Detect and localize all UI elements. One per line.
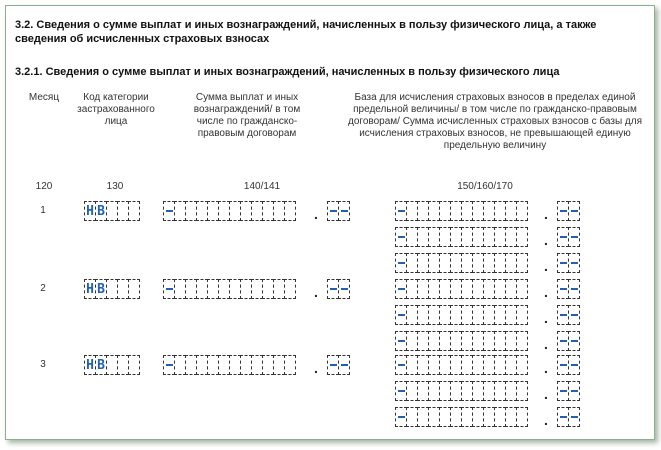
base-line-7-field[interactable] <box>395 355 527 375</box>
empty-cell <box>284 201 296 221</box>
empty-cell <box>516 305 528 325</box>
row-2-sum-kopecks-field[interactable] <box>327 279 349 299</box>
empty-cell <box>516 381 528 401</box>
dash-mark <box>398 262 405 264</box>
decimal-point: . <box>544 360 548 376</box>
base-line-9-field[interactable] <box>395 407 527 427</box>
empty-cell <box>516 279 528 299</box>
empty-cell <box>128 279 140 299</box>
dash-cell <box>568 279 580 299</box>
base-line-5-field[interactable] <box>395 305 527 325</box>
base-line-8-kopecks-field[interactable] <box>557 381 579 401</box>
decimal-point: . <box>544 386 548 402</box>
dash-mark <box>330 288 337 290</box>
base-line-1-field[interactable] <box>395 201 527 221</box>
dash-mark <box>560 236 567 238</box>
decimal-point: . <box>544 412 548 428</box>
dash-cell <box>338 355 350 375</box>
empty-cell <box>516 407 528 427</box>
base-line-3-field[interactable] <box>395 253 527 273</box>
base-line-2-kopecks-field[interactable] <box>557 227 579 247</box>
dash-mark <box>571 390 578 392</box>
dash-mark <box>398 340 405 342</box>
row-3-sum-field[interactable] <box>163 355 295 375</box>
dash-mark <box>571 416 578 418</box>
dash-mark <box>571 364 578 366</box>
dash-mark <box>341 288 348 290</box>
dash-mark <box>398 416 405 418</box>
dash-mark <box>398 210 405 212</box>
dash-mark <box>330 210 337 212</box>
base-line-9-kopecks-field[interactable] <box>557 407 579 427</box>
dash-mark <box>398 390 405 392</box>
dash-mark <box>398 236 405 238</box>
base-line-4-kopecks-field[interactable] <box>557 279 579 299</box>
category-letter-2: В <box>95 279 107 299</box>
dash-mark <box>166 210 173 212</box>
dash-cell <box>338 201 350 221</box>
category-letter-2: В <box>95 201 107 221</box>
base-line-8-field[interactable] <box>395 381 527 401</box>
dash-mark <box>341 210 348 212</box>
dash-mark <box>571 314 578 316</box>
decimal-point: . <box>544 284 548 300</box>
empty-cell <box>128 355 140 375</box>
base-line-3-kopecks-field[interactable] <box>557 253 579 273</box>
decimal-point: . <box>314 360 318 376</box>
row-2-sum-field[interactable] <box>163 279 295 299</box>
dash-mark <box>398 364 405 366</box>
dash-mark <box>571 236 578 238</box>
section-title: 3.2. Сведения о сумме выплат и иных вознаграждений, начисленных в пользу физического лица, а также сведения об исчисленных страховых взносах <box>15 19 597 45</box>
base-line-6-field[interactable] <box>395 331 527 351</box>
dash-mark <box>560 210 567 212</box>
row-2-category-field[interactable] <box>84 279 139 299</box>
dash-mark <box>166 364 173 366</box>
row-1-sum-kopecks-field[interactable] <box>327 201 349 221</box>
dash-mark <box>398 288 405 290</box>
code-base: 150/160/170 <box>457 181 513 192</box>
header-month: Месяц <box>28 92 60 103</box>
decimal-point: . <box>544 310 548 326</box>
decimal-point: . <box>544 206 548 222</box>
decimal-point: . <box>544 232 548 248</box>
dash-mark <box>560 416 567 418</box>
code-month: 120 <box>35 181 53 192</box>
category-letter-1: Н <box>84 201 96 221</box>
dash-cell <box>568 201 580 221</box>
header-sum: Сумма выплат и иных вознаграждений/ в том числе по гражданско-правовым договорам <box>193 92 301 139</box>
decimal-point: . <box>544 258 548 274</box>
base-line-4-field[interactable] <box>395 279 527 299</box>
dash-mark <box>166 288 173 290</box>
row-3-month: 3 <box>40 359 46 370</box>
row-2-month: 2 <box>40 283 46 294</box>
empty-cell <box>516 331 528 351</box>
dash-mark <box>398 314 405 316</box>
empty-cell <box>284 279 296 299</box>
header-category: Код категории застрахованного лица <box>77 92 155 127</box>
dash-mark <box>330 364 337 366</box>
empty-cell <box>516 201 528 221</box>
row-1-month: 1 <box>40 205 46 216</box>
dash-mark <box>560 314 567 316</box>
decimal-point: . <box>314 284 318 300</box>
dash-cell <box>568 227 580 247</box>
dash-mark <box>560 262 567 264</box>
dash-mark <box>560 340 567 342</box>
dash-cell <box>568 355 580 375</box>
category-letter-1: Н <box>84 355 96 375</box>
row-1-sum-field[interactable] <box>163 201 295 221</box>
dash-cell <box>568 305 580 325</box>
header-base: База для исчисления страховых взносов в пределах единой предельной величины/ в том числе по гражданско-правовым договорам/ Сумма исчисленных страховых взносов с базы для исчисления страховых взносов, не превышающей единую предельную величину <box>348 92 643 151</box>
dash-mark <box>571 288 578 290</box>
category-letter-1: Н <box>84 279 96 299</box>
base-line-7-kopecks-field[interactable] <box>557 355 579 375</box>
row-3-sum-kopecks-field[interactable] <box>327 355 349 375</box>
empty-cell <box>516 355 528 375</box>
category-letter-2: В <box>95 355 107 375</box>
dash-cell <box>568 253 580 273</box>
decimal-point: . <box>544 336 548 352</box>
dash-mark <box>560 390 567 392</box>
dash-mark <box>571 210 578 212</box>
empty-cell <box>516 253 528 273</box>
row-1-category-field[interactable] <box>84 201 139 221</box>
decimal-point: . <box>314 206 318 222</box>
code-sum: 140/141 <box>243 181 281 192</box>
empty-cell <box>516 227 528 247</box>
empty-cell <box>128 201 140 221</box>
dash-mark <box>560 364 567 366</box>
dash-mark <box>341 364 348 366</box>
base-line-5-kopecks-field[interactable] <box>557 305 579 325</box>
dash-cell <box>568 381 580 401</box>
base-line-2-field[interactable] <box>395 227 527 247</box>
base-line-1-kopecks-field[interactable] <box>557 201 579 221</box>
dash-mark <box>571 340 578 342</box>
dash-cell <box>568 331 580 351</box>
subsection-title: 3.2.1. Сведения о сумме выплат и иных вознаграждений, начисленных в пользу физического лица <box>15 66 560 78</box>
dash-mark <box>571 262 578 264</box>
code-category: 130 <box>106 181 124 192</box>
empty-cell <box>284 355 296 375</box>
dash-mark <box>560 288 567 290</box>
dash-cell <box>568 407 580 427</box>
base-line-6-kopecks-field[interactable] <box>557 331 579 351</box>
row-3-category-field[interactable] <box>84 355 139 375</box>
dash-cell <box>338 279 350 299</box>
